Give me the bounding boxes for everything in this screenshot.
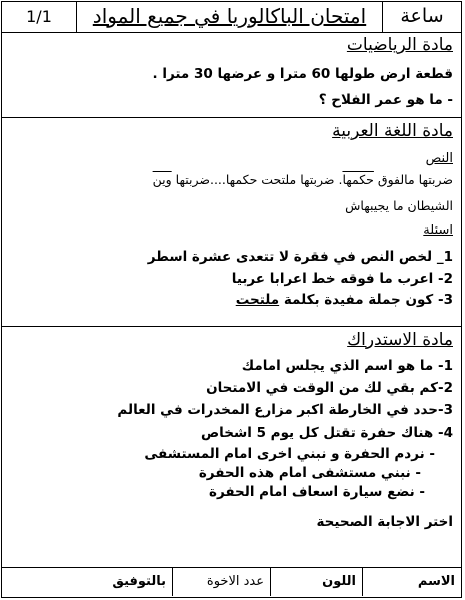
text-part: ضربتها مالفوق: [377, 172, 453, 187]
arabic-text-line-1: [8, 172, 453, 187]
exam-sheet: [1, 1, 462, 598]
question-3-word: ملتحت: [235, 292, 280, 308]
remedial-option-3: - نضع سيارة اسعاف امام الحفرة: [208, 484, 425, 500]
siblings-field: عدد الاخوة: [172, 568, 270, 596]
text-part-overlined: وين: [152, 172, 172, 187]
remedial-question-3: 3-حدد في الخارطة اكبر مزارع المخدرات في العالم: [117, 402, 453, 418]
remedial-option-2: - نبني مستشفى امام هذه الحفرة: [198, 465, 421, 481]
arabic-question-3: [8, 292, 453, 308]
question-3-text: 3- كون جملة مفيدة بكلمة: [283, 292, 453, 308]
arabic-question-1: 1_ لخص النص في فقرة لا تتعدى عشرة اسطر: [147, 249, 453, 265]
remedial-question-1: 1- ما هو اسم الذي يجلس امامك: [241, 358, 453, 374]
good-luck-text: بالتوفيق: [112, 574, 166, 589]
color-field: اللون: [270, 568, 362, 596]
text-part: . ضربتها ملتحت حكمها....ضربتها: [175, 172, 343, 187]
arabic-question-2: 2- اعرب ما فوقه خط اعرابا عربيا: [231, 271, 453, 287]
math-line-2: - ما هو عمر الفلاح ؟: [318, 92, 453, 108]
arabic-section: [2, 118, 461, 327]
text-part-overlined: حكمها: [342, 172, 374, 187]
remedial-section: [2, 327, 461, 570]
math-line-1: قطعة ارض طولها 60 مترا و عرضها 30 مترا .: [152, 66, 453, 82]
remedial-title: مادة الاستدراك: [347, 330, 453, 350]
math-section: [2, 33, 461, 118]
questions-label: اسئلة: [423, 223, 453, 238]
remedial-option-1: - نردم الحفرة و نبني اخرى امام المستشفى: [144, 446, 435, 462]
exam-header: [2, 2, 461, 33]
remedial-question-2: 2-كم بقي لك من الوقت في الامتحان: [206, 380, 453, 396]
remedial-instruction: اختر الاجابة الصحيحة: [316, 514, 453, 530]
name-field: الاسم: [362, 568, 461, 596]
page-number: 1/1: [2, 2, 77, 32]
math-title: مادة الرياضيات: [346, 35, 453, 55]
text-label: النص: [425, 151, 453, 166]
exam-title: امتحان الباكالوريا في جميع المواد: [92, 4, 367, 28]
arabic-text-line-2: الشيطان ما يجيبهاش: [345, 198, 453, 213]
arabic-title: مادة اللغة العربية: [332, 121, 453, 141]
time-label: ساعة: [382, 2, 461, 32]
student-info-footer: [2, 567, 461, 597]
remedial-question-4: 4- هناك حفرة تقتل كل يوم 5 اشخاص: [201, 425, 453, 441]
